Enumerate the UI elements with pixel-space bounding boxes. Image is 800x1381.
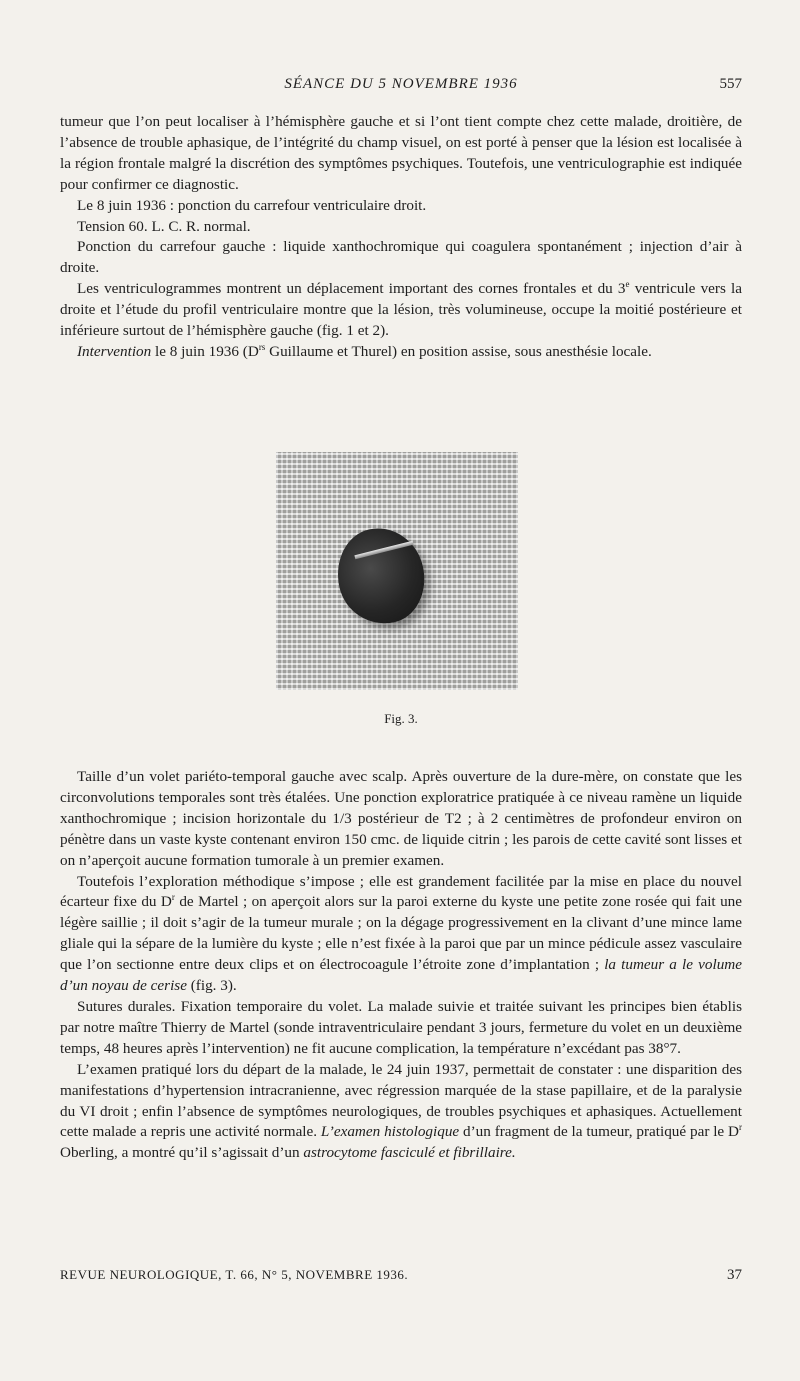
paragraph-6	[60, 342, 742, 363]
paragraph-6-superscript: rs	[258, 341, 266, 352]
paragraph-8-italic: la tumeur a le volume d’un noyau de cerise	[60, 956, 742, 995]
figure-caption: Fig. 3.	[384, 711, 418, 726]
paragraph-8-part-b: de Martel ; on aperçoit alors sur la paroi externe du kyste une petite zone rosée qui fait une légère saillie ; il doit s’agir de la tumeur murale ; on la dégage progressivement en la clivant d’une mince lame gliale qui la sépare de la lumière du kyste ; elle n’est fixée à la paroi que par un mince pédicule assez vasculaire que l’on sectionne entre deux clips et on électrocoagule l’étroite zone d’implantation ;	[60, 893, 742, 974]
paragraph-7: Taille d’un volet pariéto-temporal gauche avec scalp. Après ouverture de la dure-mère, on constate que les circonvolutions temporales sont très étalées. Une ponction exploratrice pratiquée à ce niveau ramène un liquide xanthochromique ; incision horizontale du 1/3 postérieur de T2 ; à 2 centimètres de profondeur environ on pénètre dans un vaste kyste contenant environ 150 cmc. de liquide citrin ; les parois de cette cavité sont lisses et on n’aperçoit aucune formation tumorale à un premier examen.	[60, 768, 742, 869]
paragraph-6-part-a: le 8 juin 1936 (D	[151, 342, 259, 360]
text-block-top	[60, 112, 742, 363]
running-title: SÉANCE DU 5 NOVEMBRE 1936	[284, 76, 518, 92]
page-footer	[60, 1267, 742, 1287]
paragraph-10	[60, 1060, 742, 1165]
paragraph-5-part-b: ventricule vers la droite et l’étude du profil ventriculaire montre que la lésion, très volumineuse, occupe la moitié postérieure et inférieure surtout de l’hémisphère gauche (fig. 1 et 2).	[60, 280, 743, 340]
page-header	[60, 76, 742, 96]
footer-number: 37	[727, 1267, 742, 1283]
paragraph-5-part-a: Les ventriculogrammes montrent un déplacement important des cornes frontales et du 3	[77, 280, 626, 298]
figure-3-photo	[276, 452, 518, 690]
page-number: 557	[719, 76, 742, 92]
paragraph-2: Le 8 juin 1936 : ponction du carrefour ventriculaire droit.	[77, 196, 427, 214]
paragraph-10-part-b: d’un fragment de la tumeur, pratiqué par le D	[459, 1123, 739, 1141]
paragraph-5-superscript: e	[625, 279, 630, 290]
paragraph-10-superscript: r	[739, 1122, 742, 1133]
text-block-bottom	[60, 767, 742, 1164]
paragraph-3: Tension 60. L. C. R. normal.	[77, 217, 251, 235]
footer-journal: REVUE NEUROLOGIQUE, T. 66, N° 5, NOVEMBRE 1936.	[60, 1267, 409, 1282]
paragraph-8-part-a: Toutefois l’exploration méthodique s’impose ; elle est grandement facilitée par la mise en place du nouvel écarteur fixe du D	[60, 872, 742, 911]
paragraph-10-italic-2: astrocytome fasciculé et fibrillaire.	[303, 1144, 516, 1162]
paragraph-10-part-c: Oberling, a montré qu’il s’agissait d’un	[60, 1144, 304, 1162]
paragraph-8-superscript: r	[171, 892, 175, 903]
paragraph-9: Sutures durales. Fixation temporaire du volet. La malade suivie et traitée suivant les principes bien établis par notre maître Thierry de Martel (sonde intraventriculaire pendant 3 jours, fermeture du volet en un deuxième temps, 48 heures après l’intervention) ne fit aucune complication, la température n’excédant pas 38°7.	[60, 997, 742, 1057]
paragraph-6-part-b: Guillaume et Thurel) en position assise, sous anesthésie locale.	[265, 342, 652, 360]
paragraph-10-italic-1: L’examen histologique	[320, 1123, 460, 1141]
tumor-specimen	[329, 520, 433, 632]
paragraph-10-part-a: L’examen pratiqué lors du départ de la malade, le 24 juin 1937, permettait de constater : une disparition des manifestations d’hypertension intracranienne, avec régression marquée de la stase papillaire, et de la paralysie du VI droit ; enfin l’absence de symptômes neurologiques, de troubles psychiques et aphasiques. Actuellement cette malade a repris une activité normale.	[60, 1060, 742, 1141]
paragraph-8-part-c: (fig. 3).	[186, 977, 237, 995]
paragraph-4: Ponction du carrefour gauche : liquide xanthochromique qui coagulera spontanément ; injection d’air à droite.	[60, 238, 742, 277]
paragraph-8	[60, 872, 742, 997]
paragraph-1: tumeur que l’on peut localiser à l’hémisphère gauche et si l’ont tient compte chez cette malade, droitière, de l’absence de trouble aphasique, de l’intégrité du champ visuel, on est porté à penser que la lésion est localisée à la région frontale malgré la discrétion des symptômes psychiques. Toutefois, une ventriculographie est indiquée pour confirmer ce diagnostic.	[60, 113, 742, 193]
paragraph-6-italic: Intervention	[77, 342, 152, 360]
paragraph-5	[60, 279, 742, 342]
